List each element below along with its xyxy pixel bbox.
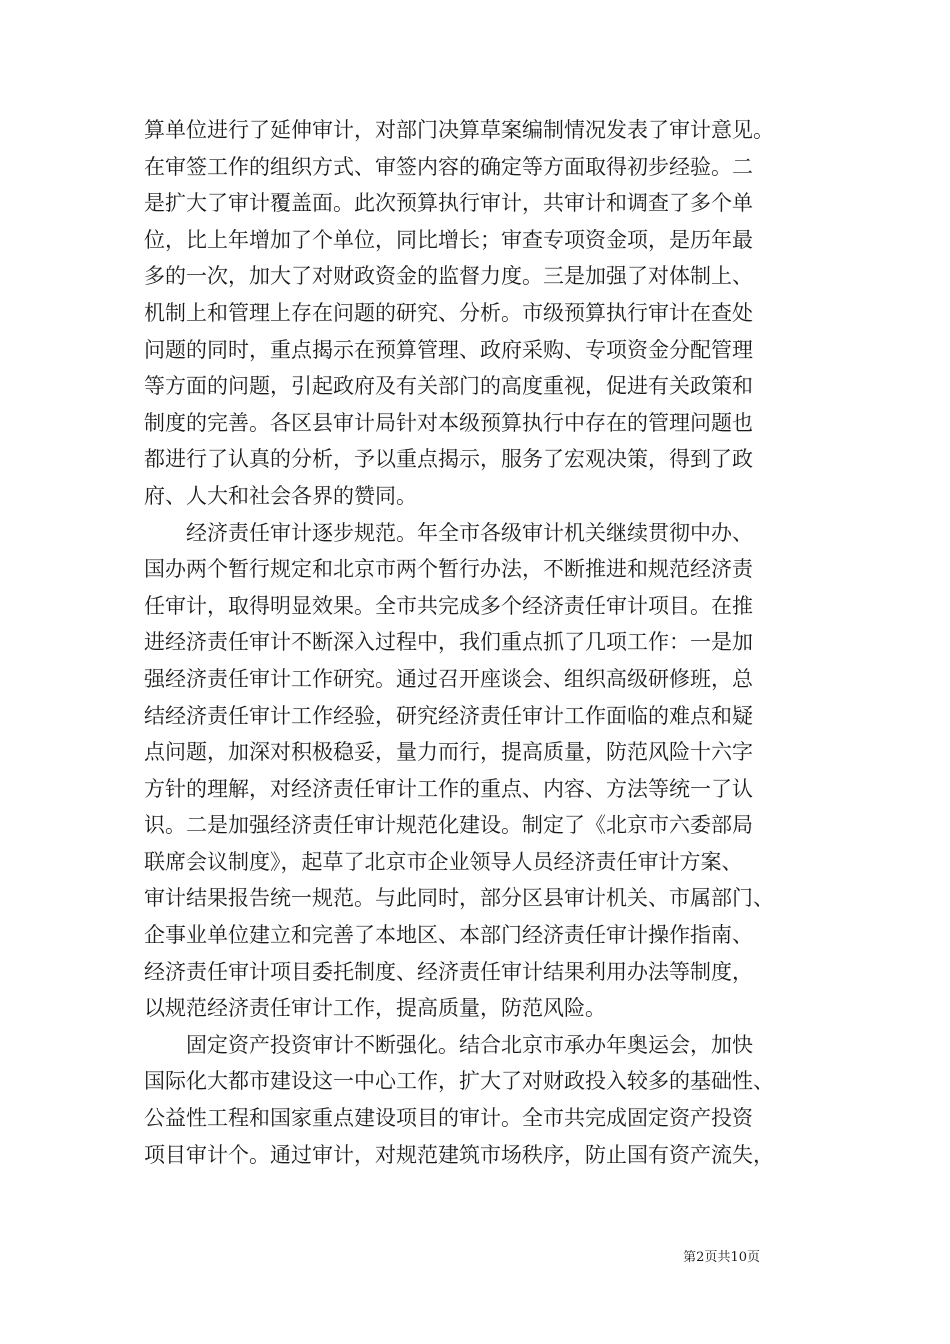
text-line: 府、人大和社会各界的赞同。: [144, 483, 417, 508]
text-line: 位，比上年增加了个单位，同比增长；审查专项资金项，是历年最: [144, 227, 753, 252]
text-line: 强经济责任审计工作研究。通过召开座谈会、组织高级研修班，总: [144, 666, 753, 691]
text-line: 国际化大都市建设这一中心工作，扩大了对财政投入较多的基础性、: [144, 1069, 774, 1094]
text-line: 项目审计个。通过审计，对规范建筑市场秩序，防止国有资产流失，: [144, 1142, 774, 1167]
text-line: 识。二是加强经济责任审计规范化建设。制定了《北京市六委部局: [144, 813, 753, 838]
text-line: 等方面的问题，引起政府及有关部门的高度重视，促进有关政策和: [144, 374, 753, 399]
text-line: 点问题，加深对积极稳妥，量力而行，提高质量，防范风险十六字: [144, 740, 753, 765]
text-line: 方针的理解，对经济责任审计工作的重点、内容、方法等统一了认: [144, 776, 753, 801]
text-line: 进经济责任审计不断深入过程中，我们重点抓了几项工作：一是加: [144, 630, 753, 655]
text-line: 是扩大了审计覆盖面。此次预算执行审计，共审计和调查了多个单: [144, 191, 753, 216]
paragraph-start-line: 经济责任审计逐步规范。年全市各级审计机关继续贯彻中办、: [144, 520, 753, 545]
text-line: 以规范经济责任审计工作，提高质量，防范风险。: [144, 996, 606, 1021]
text-line: 任审计，取得明显效果。全市共完成多个经济责任审计项目。在推: [144, 593, 753, 618]
text-line: 结经济责任审计工作经验，研究经济责任审计工作面临的难点和疑: [144, 703, 753, 728]
page-number-label: 第2页共10页: [683, 1250, 760, 1265]
text-line: 算单位进行了延伸审计，对部门决算草案编制情况发表了审计意见。: [144, 118, 774, 142]
text-line: 公益性工程和国家重点建设项目的审计。全市共完成固定资产投资: [144, 1106, 753, 1131]
text-line: 审计结果报告统一规范。与此同时，部分区县审计机关、市属部门、: [144, 886, 774, 911]
text-line: 经济责任审计项目委托制度、经济责任审计结果利用办法等制度，: [144, 959, 753, 984]
text-line: 都进行了认真的分析，予以重点揭示，服务了宏观决策，得到了政: [144, 447, 753, 472]
text-line: 国办两个暂行规定和北京市两个暂行办法，不断推进和规范经济责: [144, 557, 753, 582]
text-line: 制度的完善。各区县审计局针对本级预算执行中存在的管理问题也: [144, 410, 753, 435]
text-line: 联席会议制度》，起草了北京市企业领导人员经济责任审计方案、: [144, 849, 743, 874]
text-line: 在审签工作的组织方式、审签内容的确定等方面取得初步经验。二: [144, 154, 753, 179]
text-line: 问题的同时，重点揭示在预算管理、政府采购、专项资金分配管理: [144, 337, 753, 362]
text-line: 机制上和管理上存在问题的研究、分析。市级预算执行审计在查处: [144, 300, 753, 325]
text-line: 多的一次，加大了对财政资金的监督力度。三是加强了对体制上、: [144, 264, 753, 289]
page-footer: [0, 1246, 760, 1265]
body-text: [144, 112, 824, 1173]
paragraph-start-line: 固定资产投资审计不断强化。结合北京市承办年奥运会，加快: [144, 1032, 753, 1057]
text-line: 企事业单位建立和完善了本地区、本部门经济责任审计操作指南、: [144, 923, 753, 948]
